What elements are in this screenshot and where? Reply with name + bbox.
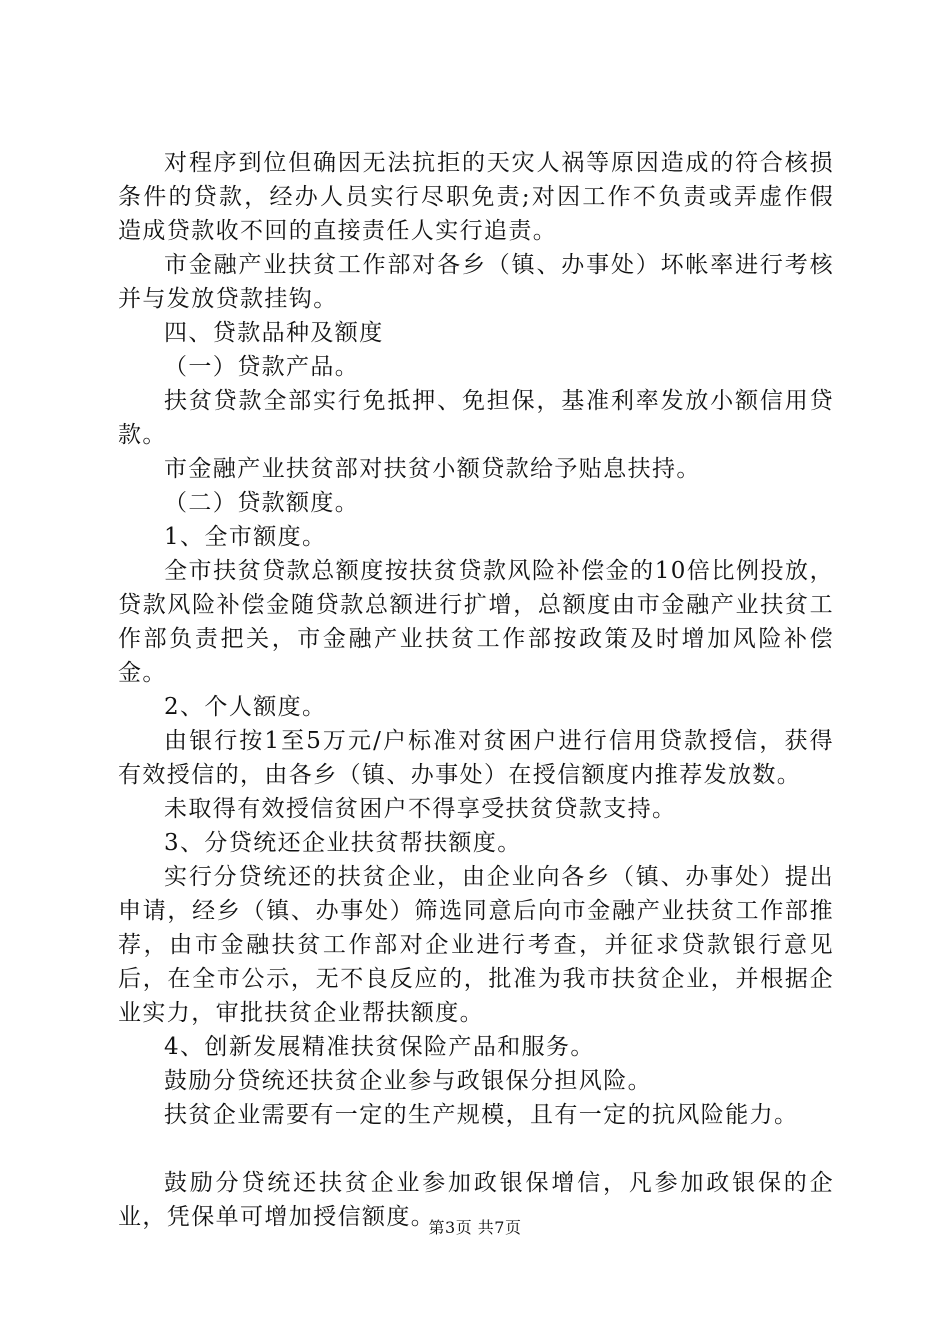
paragraph: 未取得有效授信贫困户不得享受扶贫贷款支持。	[164, 796, 677, 822]
item-heading: 3、分贷统还企业扶贫帮扶额度。	[164, 830, 522, 856]
subsection-heading: （一）贷款产品。	[164, 354, 360, 380]
page-number-footer: 第3页 共7页	[428, 1218, 522, 1237]
paragraph: 鼓励分贷统还扶贫企业参加政银保增信，凡参加政银保的企业，凭保单可增加授信额度。	[118, 1170, 834, 1230]
paragraph: 市金融产业扶贫工作部对各乡（镇、办事处）坏帐率进行考核并与发放贷款挂钩。	[118, 252, 834, 312]
item-heading: 2、个人额度。	[164, 694, 327, 720]
paragraph: 对程序到位但确因无法抗拒的天灾人祸等原因造成的符合核损条件的贷款，经办人员实行尽职免责;对因工作不负责或弄虚作假造成贷款收不回的直接责任人实行追责。	[118, 150, 834, 244]
paragraph: 扶贫贷款全部实行免抵押、免担保，基准利率发放小额信用贷款。	[118, 388, 834, 448]
item-heading: 4、创新发展精准扶贫保险产品和服务。	[164, 1034, 595, 1060]
paragraph: 市金融产业扶贫部对扶贫小额贷款给予贴息扶持。	[164, 456, 701, 482]
section-heading: 四、贷款品种及额度	[164, 320, 384, 346]
paragraph: 由银行按1至5万元/户标准对贫困户进行信用贷款授信，获得有效授信的，由各乡（镇、办事处）在授信额度内推荐发放数。	[118, 728, 834, 788]
paragraph: 全市扶贫贷款总额度按扶贫贷款风险补偿金的10倍比例投放，贷款风险补偿金随贷款总额进行扩增，总额度由市金融产业扶贫工作部负责把关，市金融产业扶贫工作部按政策及时增加风险补偿金。	[118, 558, 834, 686]
paragraph: 扶贫企业需要有一定的生产规模，且有一定的抗风险能力。	[164, 1102, 799, 1128]
item-heading: 1、全市额度。	[164, 524, 327, 550]
paragraph: 实行分贷统还的扶贫企业，由企业向各乡（镇、办事处）提出申请，经乡（镇、办事处）筛选同意后向市金融产业扶贫工作部推荐，由市金融扶贫工作部对企业进行考查，并征求贷款银行意见后，在全市公示，无不良反应的，批准为我市扶贫企业，并根据企业实力，审批扶贫企业帮扶额度。	[118, 864, 834, 1026]
paragraph: 鼓励分贷统还扶贫企业参与政银保分担风险。	[164, 1068, 652, 1094]
document-body	[118, 146, 834, 1234]
subsection-heading: （二）贷款额度。	[164, 490, 360, 516]
